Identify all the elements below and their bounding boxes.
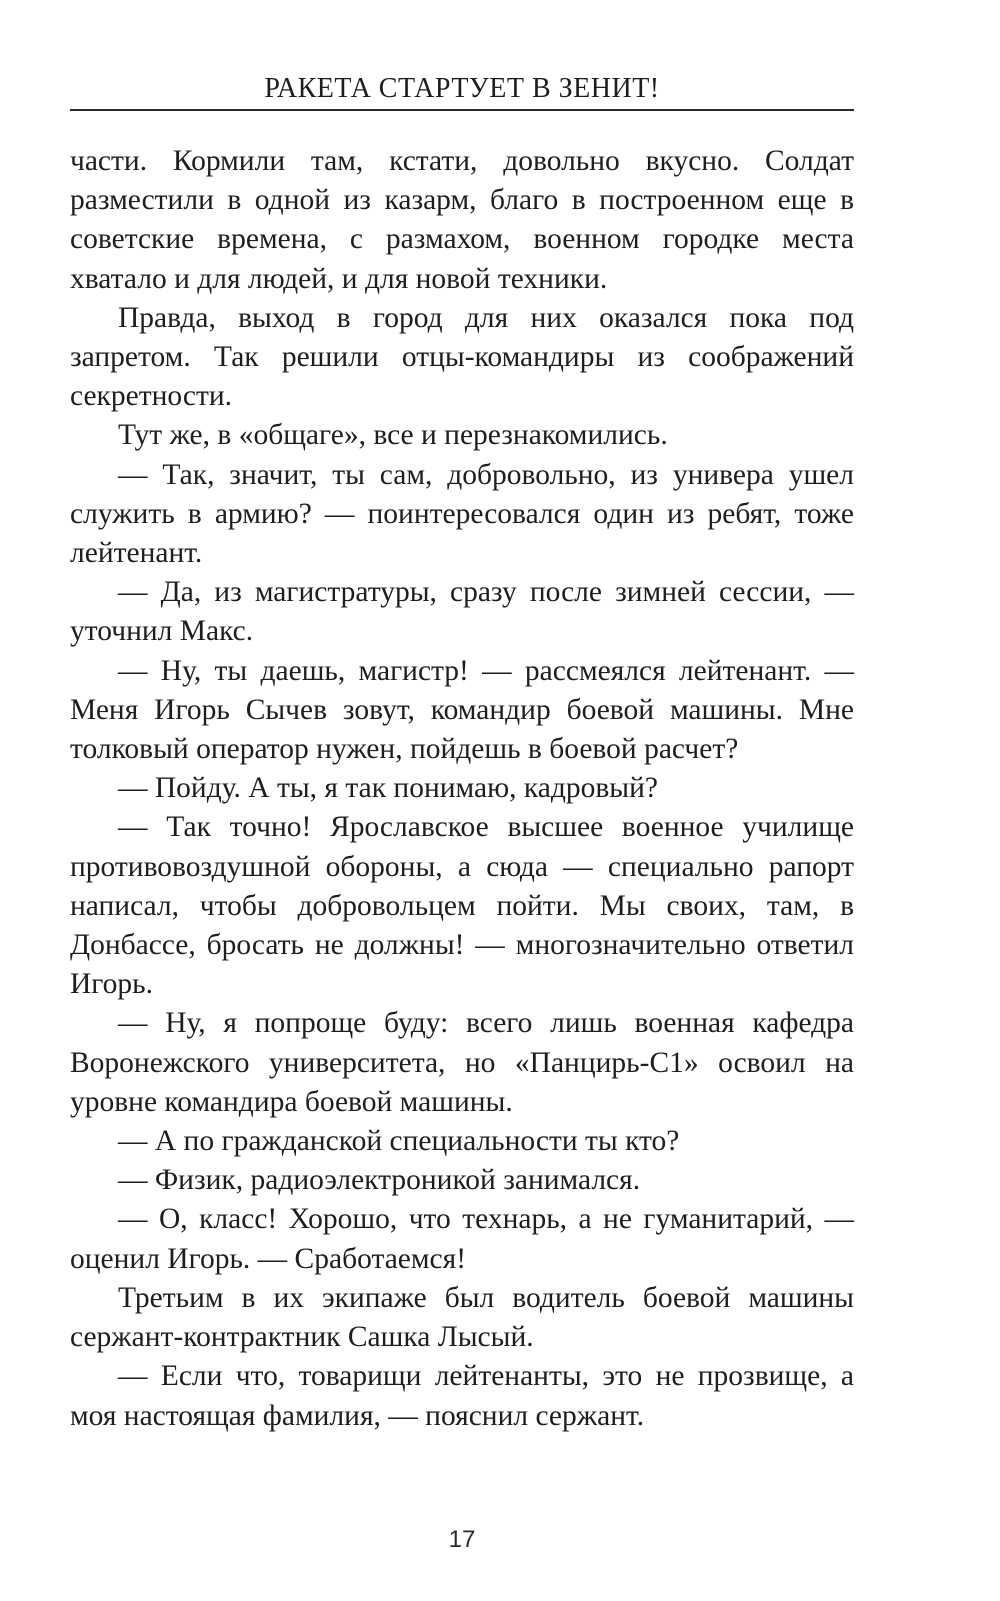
paragraph-13: Третьим в их экипаже был водитель боевой машины сержант-контрактник Сашка Лысый.: [70, 1281, 854, 1354]
paragraph-8: — Так точно! Ярославское высшее военное училище противовоздушной обороны, а сюда — специально рапорт написал, чтобы добровольцем пойти. Мы своих, там, в Донбассе, бросать не должны! — многозначительно ответил Игорь.: [70, 811, 854, 1001]
paragraph-9: — Ну, я попроще буду: всего лишь военная кафедра Воронежского университета, но «Панцирь-С1» освоил на уровне командира боевой машины.: [70, 1007, 854, 1118]
paragraph-5: — Да, из магистратуры, сразу после зимней сессии, — уточнил Макс.: [70, 576, 854, 648]
paragraph-6: — Ну, ты даешь, магистр! — рассмеялся лейтенант. — Меня Игорь Сычев зовут, командир боевой машины. Мне толковый оператор нужен, пойдешь в боевой расчет?: [70, 654, 854, 766]
paragraph-7: — Пойду. А ты, я так понимаю, кадровый?: [118, 772, 658, 805]
paragraph-1: части. Кормили там, кстати, довольно вкусно. Солдат разместили в одной из казарм, благо в построенном еще в советские времена, с размахом, военном городке места хватало и для людей, и для новой техники.: [70, 145, 854, 295]
paragraph-14: — Если что, товарищи лейтенанты, это не прозвище, а моя настоящая фамилия, — пояснил сержант.: [70, 1360, 854, 1432]
body-text: [70, 142, 854, 1436]
paragraph-12: — О, класс! Хорошо, что технарь, а не гуманитарий, — оценил Игорь. — Сработаемся!: [70, 1203, 854, 1275]
paragraph-4: — Так, значит, ты сам, добровольно, из универа ушел служить в армию? — поинтересовался один из ребят, тоже лейтенант.: [70, 458, 854, 570]
page-number: 17: [448, 1526, 476, 1553]
paragraph-10: — А по гражданской специальности ты кто?: [118, 1125, 680, 1158]
running-head: РАКЕТА СТАРТУЕТ В ЗЕНИТ!: [264, 73, 660, 104]
paragraph-2: Правда, выход в город для них оказался пока под запретом. Так решили отцы-командиры из соображений секретности.: [70, 301, 854, 413]
paragraph-3: Тут же, в «общаге», все и перезнакомились.: [118, 419, 668, 452]
paragraph-11: — Физик, радиоэлектроникой занимался.: [118, 1164, 641, 1197]
header-rule: [70, 109, 854, 111]
